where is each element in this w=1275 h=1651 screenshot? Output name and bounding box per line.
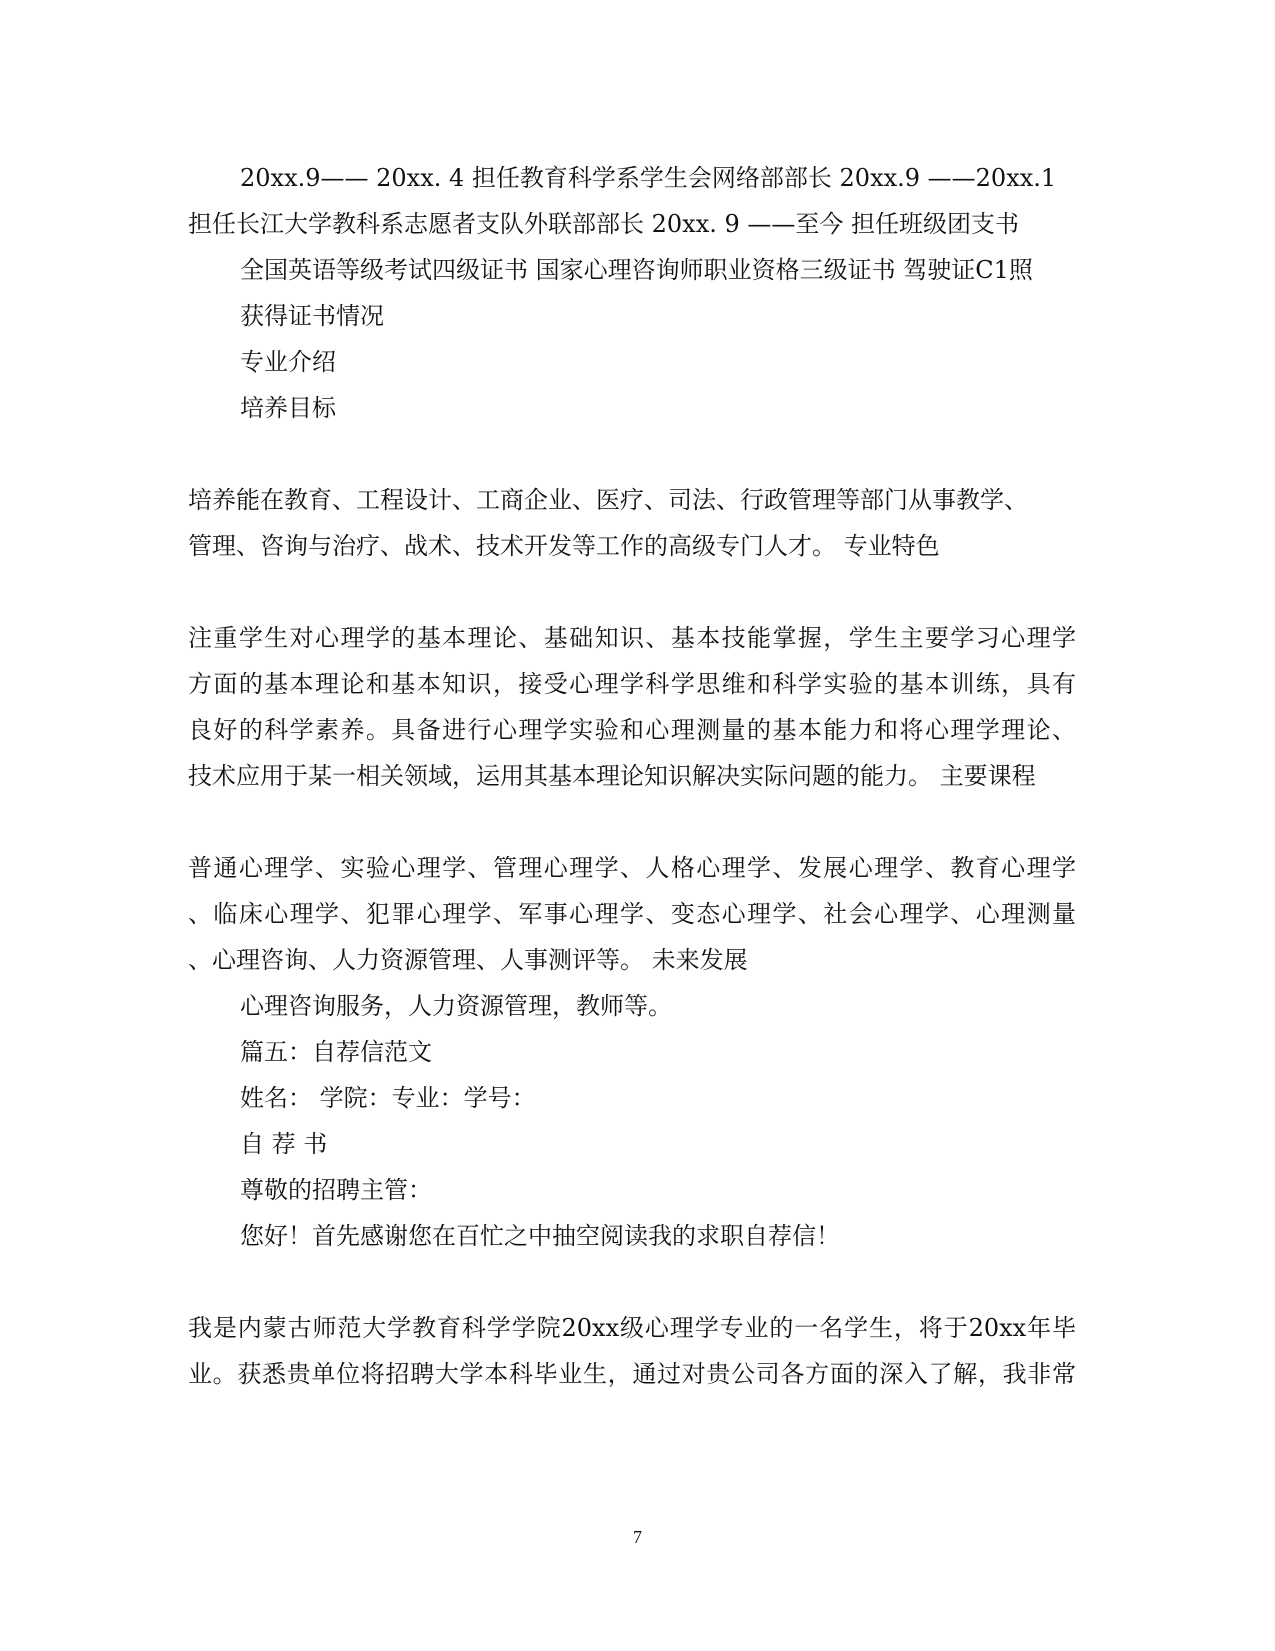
text-line: 、心理咨询、人力资源管理、人事测评等。 未来发展 [188, 946, 748, 974]
letter-title: 自 荐 书 [240, 1130, 328, 1158]
text-line: 普通心理学、实验心理学、管理心理学、人格心理学、发展心理学、教育心理学 [188, 854, 1076, 882]
text-line: 技术应用于某一相关领域，运用其基本理论知识解决实际问题的能力。 主要课程 [188, 762, 1036, 790]
text-line: 注重学生对心理学的基本理论、基础知识、基本技能掌握，学生主要学习心理学 [188, 624, 1076, 652]
text-line: 20xx.9—— 20xx. 4 担任教育科学系学生会网络部部长 20xx.9 ——20xx.1 [240, 164, 1057, 192]
text-line: 、临床心理学、犯罪心理学、军事心理学、变态心理学、社会心理学、心理测量 [188, 900, 1076, 928]
text-line: 方面的基本理论和基本知识，接受心理学科学思维和科学实验的基本训练，具有 [188, 670, 1076, 698]
text-line: 全国英语等级考试四级证书 国家心理咨询师职业资格三级证书 驾驶证C1照 [240, 256, 1033, 284]
section-heading: 培养目标 [240, 394, 336, 422]
text-line: 姓名： 学院：专业：学号： [240, 1084, 536, 1112]
text-line: 心理咨询服务，人力资源管理，教师等。 [240, 992, 672, 1020]
text-line: 我是内蒙古师范大学教育科学学院20xx级心理学专业的一名学生，将于20xx年毕 [188, 1314, 1076, 1342]
text-line: 业。获悉贵单位将招聘大学本科毕业生，通过对贵公司各方面的深入了解，我非常 [188, 1360, 1076, 1388]
page-number: 7 [633, 1527, 642, 1547]
text-line: 担任长江大学教科系志愿者支队外联部部长 20xx. 9 ——至今 担任班级团支书 [188, 210, 1020, 238]
salutation: 尊敬的招聘主管： [240, 1176, 432, 1204]
section-heading: 专业介绍 [240, 348, 336, 376]
text-line: 您好！首先感谢您在百忙之中抽空阅读我的求职自荐信！ [240, 1222, 840, 1250]
text-line: 管理、咨询与治疗、战术、技术开发等工作的高级专门人才。 专业特色 [188, 532, 940, 560]
text-line: 培养能在教育、工程设计、工商企业、医疗、司法、行政管理等部门从事教学、 [188, 486, 1028, 514]
section-heading: 篇五：自荐信范文 [240, 1038, 432, 1066]
section-heading: 获得证书情况 [240, 302, 384, 330]
text-line: 良好的科学素养。具备进行心理学实验和心理测量的基本能力和将心理学理论、 [188, 716, 1076, 744]
